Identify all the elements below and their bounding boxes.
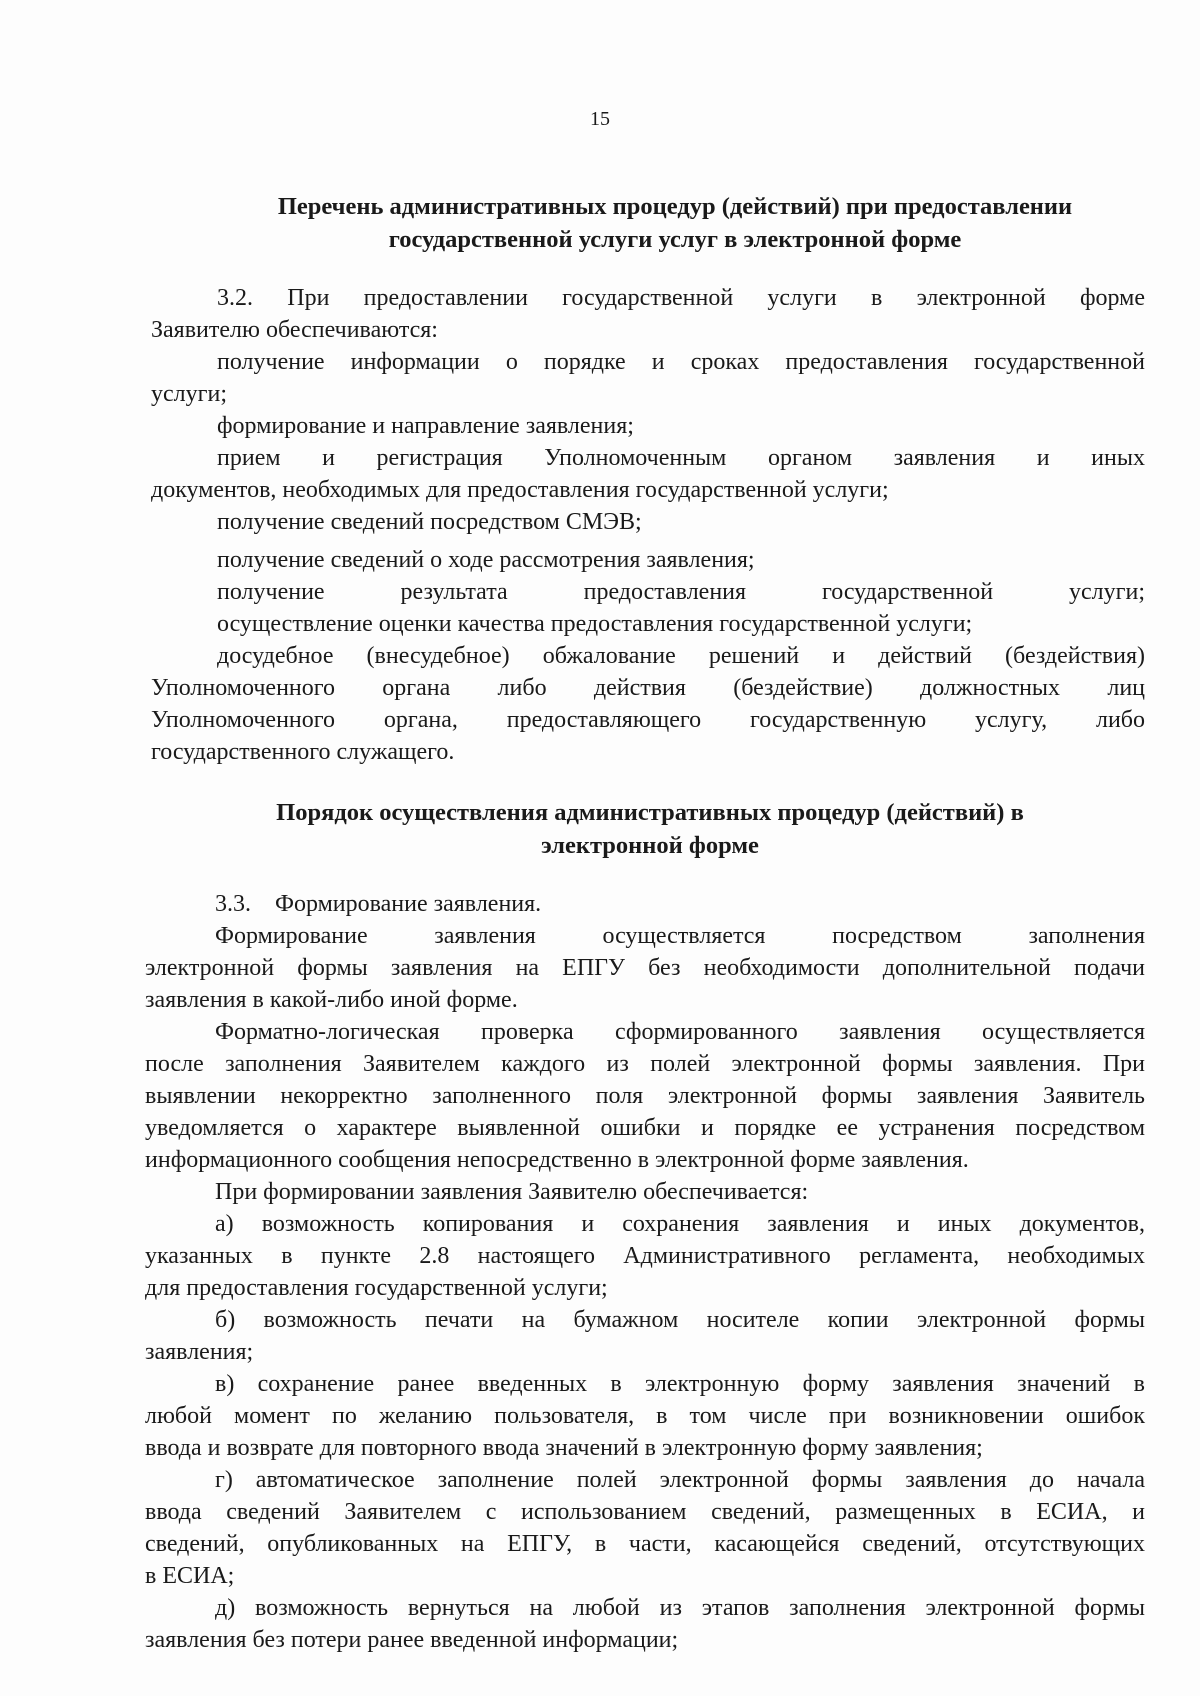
- paragraph-line: уведомляется о характере выявленной ошибки и порядке ее устранения посредством: [145, 1115, 1145, 1141]
- paragraph-line: Уполномоченного органа либо действия (бездействие) должностных лиц: [151, 675, 1145, 701]
- paragraph-line: электронной формы заявления на ЕПГУ без необходимости дополнительной подачи: [145, 955, 1145, 981]
- paragraph-line: услуги;: [151, 381, 227, 407]
- section-body-procedures-list: [151, 282, 1145, 768]
- paragraph-line: для предоставления государственной услуги;: [145, 1275, 608, 1301]
- paragraph-line: указанных в пункте 2.8 настоящего Административного регламента, необходимых: [145, 1243, 1145, 1269]
- section-heading-procedures-list: [200, 190, 1150, 256]
- paragraph-line: Уполномоченного органа, предоставляющего государственную услугу, либо: [151, 707, 1145, 733]
- heading-line: государственной услуги услуг в электронной форме: [388, 226, 962, 253]
- list-item: получение результата предоставления государственной услуги;: [217, 579, 1145, 605]
- list-item-g: г) автоматическое заполнение полей электронной формы заявления до начала: [215, 1467, 1145, 1493]
- heading-line: Перечень административных процедур (действий) при предоставлении: [277, 193, 1073, 220]
- list-item: получение сведений посредством СМЭВ;: [217, 509, 642, 535]
- paragraph-line: документов, необходимых для предоставления государственной услуги;: [151, 477, 889, 503]
- paragraph-line: выявлении некорректно заполненного поля электронной формы заявления Заявитель: [145, 1083, 1145, 1109]
- paragraph-line: заявления в какой-либо иной форме.: [145, 987, 518, 1013]
- paragraph-line: государственного служащего.: [151, 739, 455, 765]
- list-item: осуществление оценки качества предоставления государственной услуги;: [217, 611, 973, 637]
- list-item-d: д) возможность вернуться на любой из этапов заполнения электронной формы: [215, 1595, 1145, 1621]
- heading-line: электронной форме: [541, 832, 759, 859]
- paragraph-line: любой момент по желанию пользователя, в том числе при возникновении ошибок: [145, 1403, 1145, 1429]
- paragraph-line: ввода сведений Заявителем с использованием сведений, размещенных в ЕСИА, и: [145, 1499, 1145, 1525]
- list-item-a: а) возможность копирования и сохранения заявления и иных документов,: [215, 1211, 1145, 1237]
- paragraph-line: Заявителю обеспечиваются:: [151, 317, 438, 343]
- paragraph-line: Формирование заявления осуществляется посредством заполнения: [215, 923, 1145, 949]
- section-body-procedures-order: [145, 888, 1145, 1656]
- list-item: формирование и направление заявления;: [217, 413, 634, 439]
- paragraph-line: заявления без потери ранее введенной информации;: [145, 1627, 679, 1653]
- page-number: 15: [590, 108, 610, 130]
- list-item: досудебное (внесудебное) обжалование решений и действий (бездействия): [217, 643, 1145, 669]
- paragraph-line: Форматно-логическая проверка сформированного заявления осуществляется: [215, 1019, 1145, 1045]
- list-item-v: в) сохранение ранее введенных в электронную форму заявления значений в: [215, 1371, 1145, 1397]
- paragraph-line: в ЕСИА;: [145, 1563, 235, 1589]
- paragraph-line: информационного сообщения непосредственно в электронной форме заявления.: [145, 1147, 969, 1173]
- paragraph-line: ввода и возврате для повторного ввода значений в электронную форму заявления;: [145, 1435, 983, 1461]
- list-item: получение сведений о ходе рассмотрения заявления;: [217, 547, 755, 573]
- paragraph-line: сведений, опубликованных на ЕПГУ, в части, касающейся сведений, отсутствующих: [145, 1531, 1145, 1557]
- paragraph-line: после заполнения Заявителем каждого из полей электронной формы заявления. При: [145, 1051, 1145, 1077]
- list-item: получение информации о порядке и сроках предоставления государственной: [217, 349, 1145, 375]
- heading-line: Порядок осуществления административных процедур (действий) в: [276, 799, 1024, 826]
- paragraph-line: заявления;: [145, 1339, 254, 1365]
- list-item: прием и регистрация Уполномоченным органом заявления и иных: [217, 445, 1145, 471]
- paragraph-3-2: 3.2. При предоставлении государственной услуги в электронной форме: [217, 285, 1145, 311]
- paragraph-line: При формировании заявления Заявителю обеспечивается:: [215, 1179, 809, 1205]
- section-heading-procedures-order: [150, 796, 1150, 862]
- paragraph-3-3: 3.3. Формирование заявления.: [215, 891, 542, 917]
- list-item-b: б) возможность печати на бумажном носителе копии электронной формы: [215, 1307, 1145, 1333]
